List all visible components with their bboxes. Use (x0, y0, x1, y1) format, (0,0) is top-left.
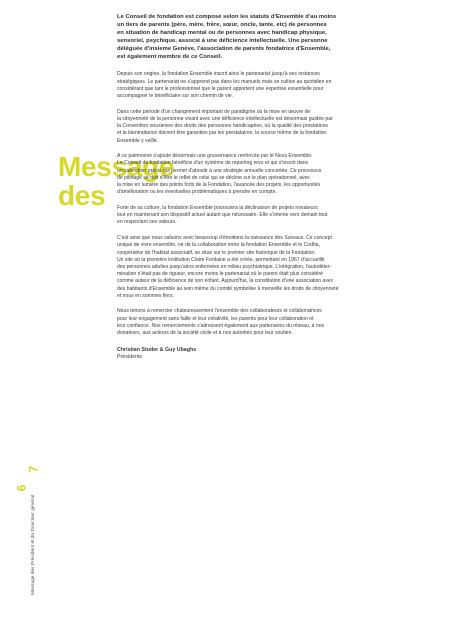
body-line: unique de vivre ensemble, né de la collaboration entre la fondation Ensemble et le Codha, (117, 242, 321, 249)
signatory-names: Christian Studer & Guy Ubaghs (117, 347, 197, 354)
body-line: accompagner le bénéficiaire sur son chemin de vie. (117, 93, 234, 100)
watermark-line-1: Message (58, 151, 175, 182)
body-line: stratégiques. Le partenariat ne s'apprend pas dans les manuels mais se cultive au quotidien en (117, 78, 332, 85)
body-paragraph (117, 235, 402, 300)
body-paragraph (117, 308, 402, 337)
body-paragraph (117, 205, 402, 227)
signature-block (117, 347, 402, 361)
intro-line: sensoriel, psychique, associé à une déficience intellectuelle. Une personne (117, 37, 328, 44)
intro-line: en situation de handicap mental ou de personnes avec handicap physique, (117, 29, 327, 36)
body-line: leur confiance. Nos remerciements s'adressent également aux partenaires du réseau, à nos (117, 322, 325, 329)
body-line: des personnes adultes jusqu'alors enfermées en milieu psychiatrique. L'intégration, l'autodéter- (117, 263, 332, 270)
intro-paragraph (117, 14, 402, 61)
body-line: C'est ainsi que nous saluons avec beaucoup d'émotions la naissance des Sureaux. Ce concept (117, 235, 332, 242)
body-line: pour leur engagement sans faille et leur créativité, les parents pour leur collaboration et (117, 315, 314, 322)
body-paragraph (117, 109, 402, 145)
body-line: des habitants d'Ensemble au sein même du comité symbolise à merveille les droits de citoyenneté (117, 285, 339, 292)
body-line: Depuis son origine, la fondation Ensemble inscrit ainsi le partenariat jusqu'à ses instances (117, 71, 320, 78)
body-line: de pilotage se doit d'être le reflet de celui qui se décline sur le plan opérationnel, avec (117, 174, 310, 181)
body-paragraph (117, 71, 402, 100)
body-line: la Convention onusienne des droits des personnes handicapées, où la qualité des prestations (117, 123, 328, 130)
body-line: d'amélioration ou les éventuelles problématiques à prendre en compte. (117, 189, 277, 196)
body-line: A ce patrimoine s'ajoute désormais une gouvernance renforcée par le Nous Ensemble. (117, 153, 313, 160)
page-number-left: 6 (14, 484, 29, 492)
body-line: et la bientraitance doivent être garanties par les prestataires, la source même de la fondation (117, 130, 327, 137)
body-line: tout en maintenant son dispositif actuel autant que nécessaire. Elle s'oriente vers demain tout (117, 212, 328, 219)
body-line: comme auteur de la déficience de son enfant. Aujourd'hui, la constitution d'une association avec (117, 278, 334, 285)
body-line: donateurs, aux acteurs de la société civile et à nos autorités pour leur soutien. (117, 330, 293, 337)
body-line: Forte de sa culture, la fondation Ensemble poursuivra la déclinaison de projets novateurs (117, 204, 318, 211)
body-line: Le Conseil de fondation bénéficie d'un système de reporting revu et qui s'inscrit dans (117, 160, 309, 167)
body-line: Un site où la première institution Claire Fontaine a été créée, permettant en 1967 d'accueillir (117, 256, 325, 263)
intro-line: un tiers de parents (père, mère, frère, sœur, oncle, tante, etc) de personnes (117, 21, 327, 28)
body-line: Nous tenons à remercier chaleureusement l'ensemble des collaborateurs et collaboratrices (117, 308, 322, 315)
body-line: coopérative de l'habitat associatif, se situe sur le premier site historique de la Fondation. (117, 249, 316, 256)
body-paragraph (117, 153, 402, 196)
body-line: un calendrier précis qui permet d'aboutir à une stratégie annuelle concertée. Ce processus (117, 167, 322, 174)
intro-line: est également membre de ce Conseil. (117, 53, 223, 60)
body-line: Ensemble y veille. (117, 137, 159, 144)
body-line: la mise en lumière des points forts de la Fondation, l'avancée des projets, les opportunités (117, 182, 321, 189)
page-number-right: 7 (26, 465, 41, 473)
body-line: considérant que tant le professionnel que le parent apportent une expertise essentielle pour (117, 85, 324, 92)
text-column (117, 14, 402, 362)
body-line: en respectant ses valeurs. (117, 219, 177, 226)
section-caption-vertical: Message des Président et du Directeur général (31, 494, 36, 595)
intro-line: déléguée d'insieme Genève, l'association de parents fondatrice d'Ensemble, (117, 45, 331, 52)
body-line: la citoyenneté de la personne vivant avec une déficience intellectuelle est désormais guidée par (117, 115, 333, 122)
intro-line: Le Conseil de fondation est composé selon les statuts d'Ensemble d'au moins (117, 14, 337, 20)
body-line: Dans cette période d'un changement important de paradigme où la mise en œuvre de (117, 108, 311, 115)
signatory-role: Présidents (117, 354, 143, 361)
body-line: mination n'était pas de rigueur, encore moins le partenariat où le parent était plus considéré (117, 271, 323, 278)
watermark-line-2: des (58, 180, 106, 211)
body-line: et nous en sommes fiers. (117, 292, 174, 299)
